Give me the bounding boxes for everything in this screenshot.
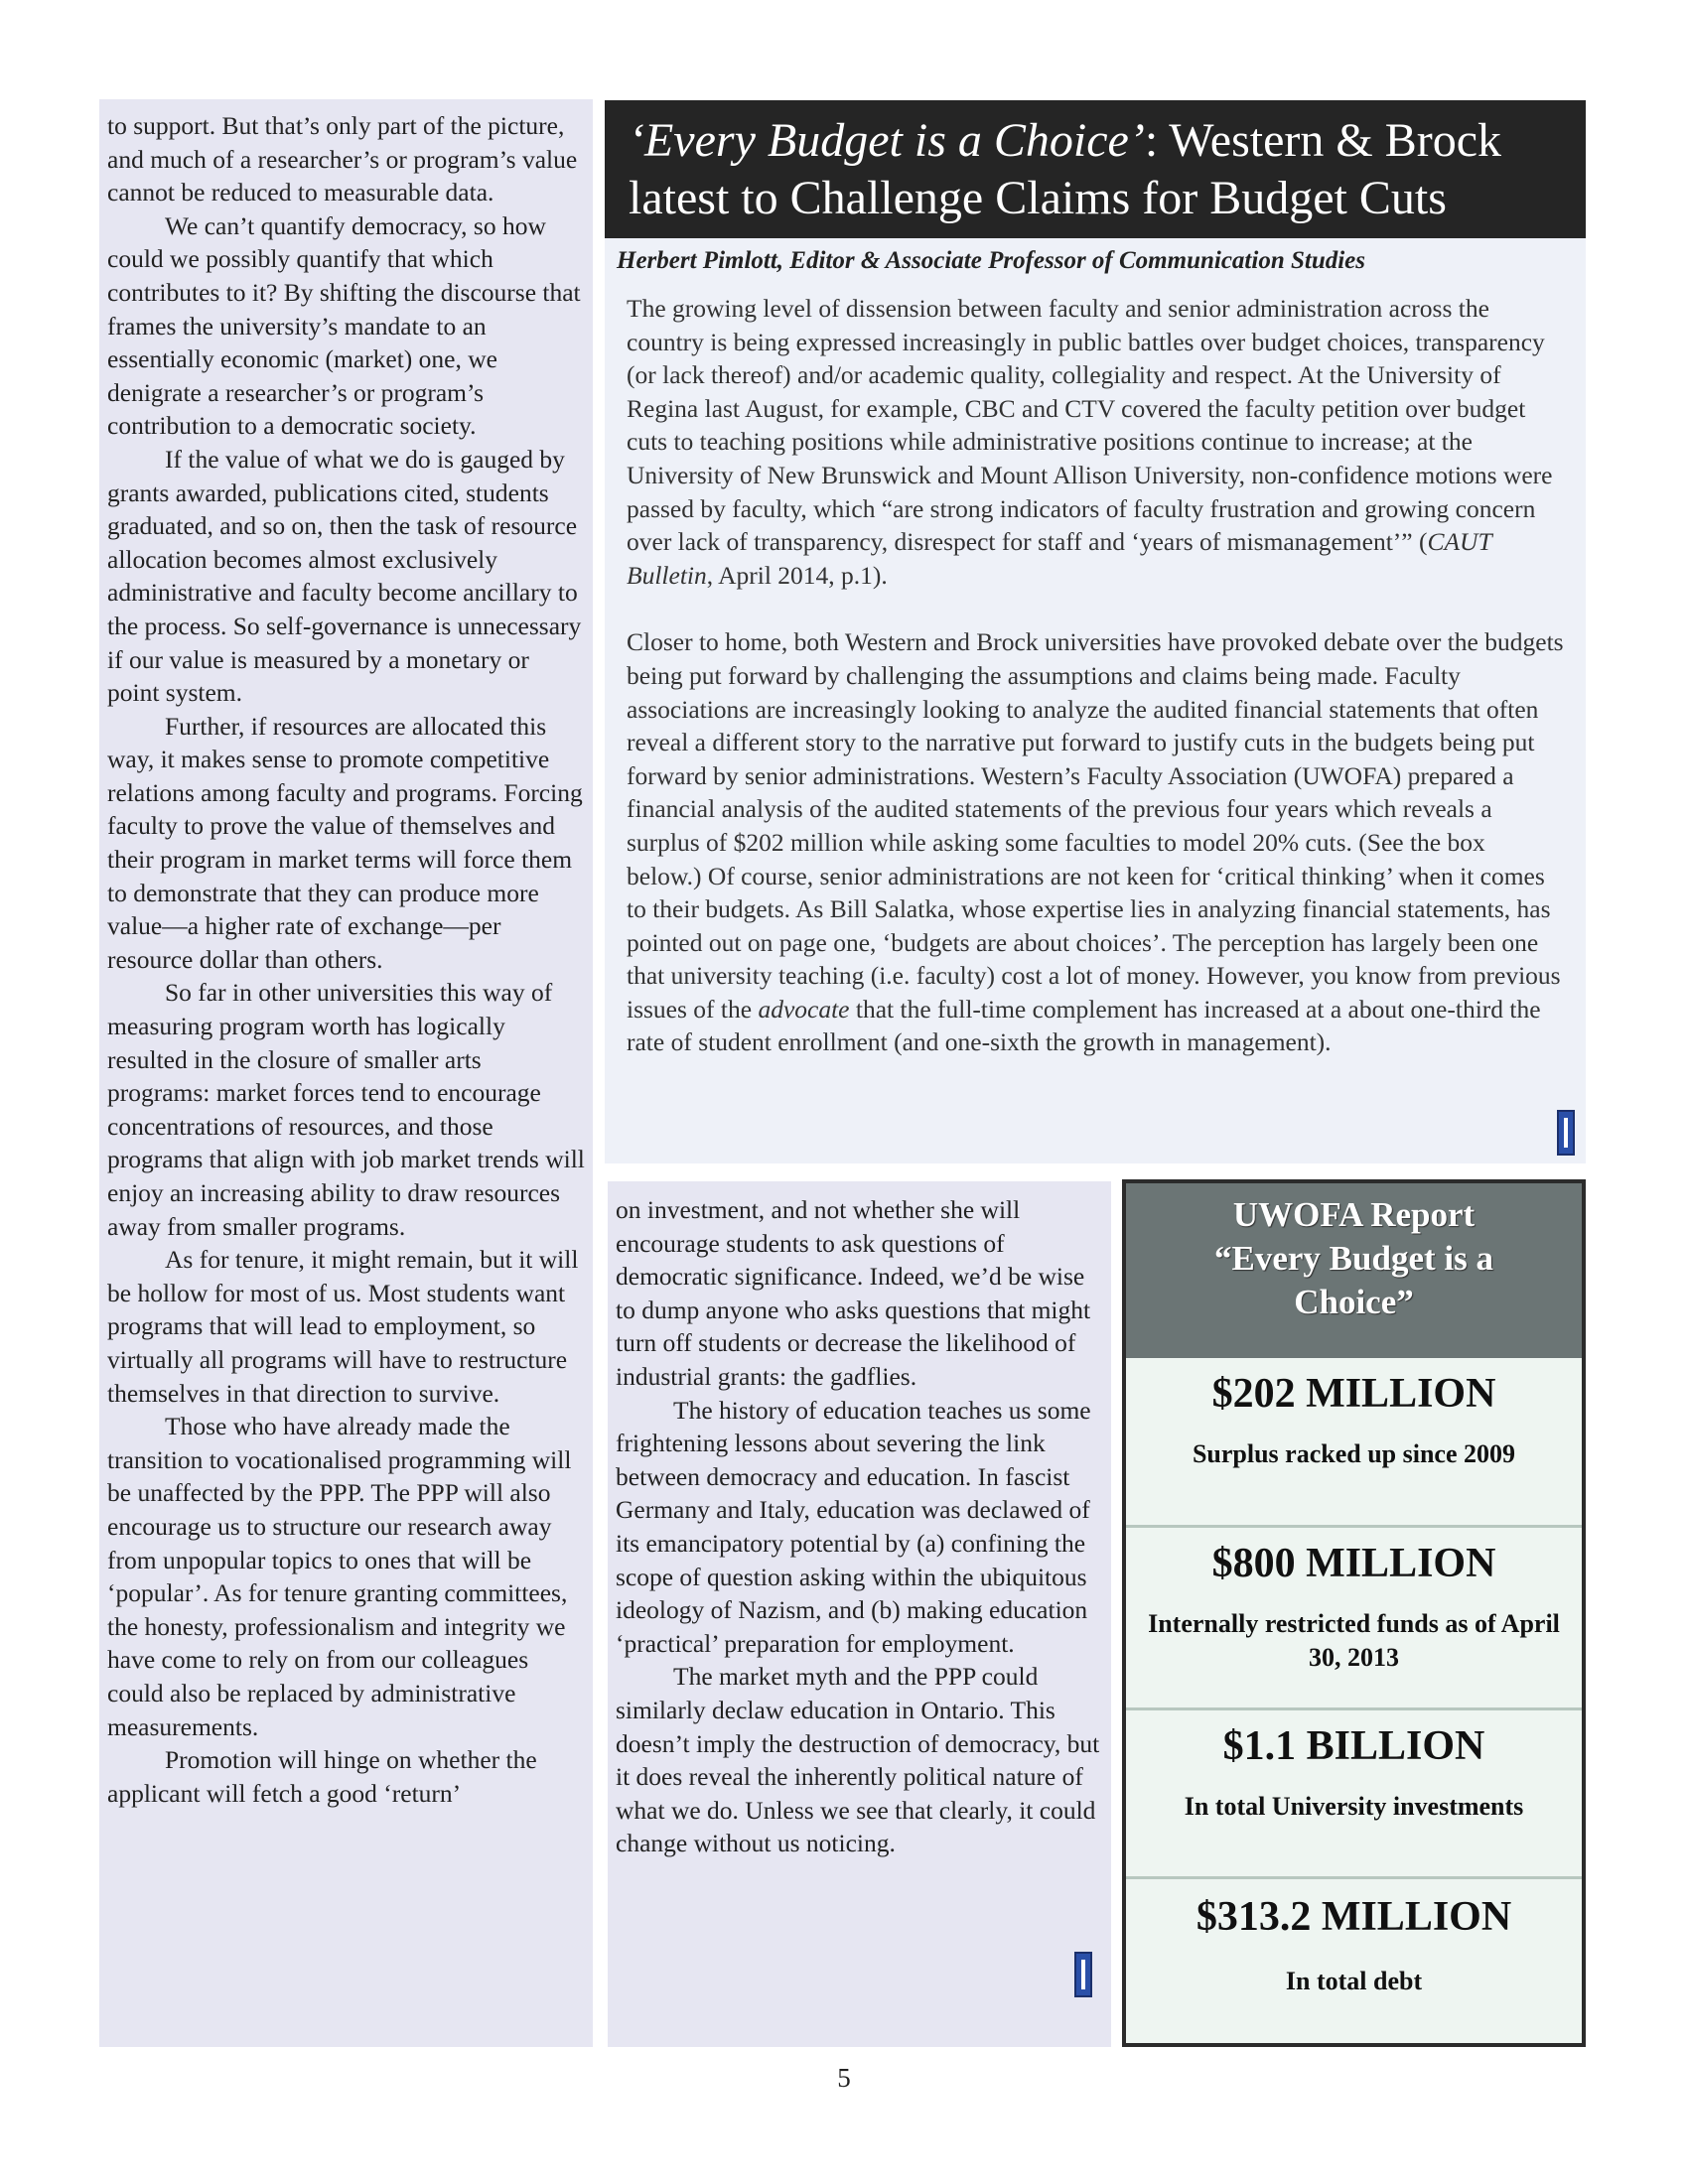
article-text: The growing level of dissension between faculty and senior administration across the country is being expressed increasingly in public battles over budget choices, transparency (or lack thereof) and/or academic quality, collegiality and respect. At the University of Regina last August, for example, CBC and CTV covered the faculty petition over budget cuts to teaching positions while administrative positions continue to increase; at the University of New Brunswick and Mount Allison University, non-confidence motions were passed by faculty, which “are strong indicators of faculty frustration and growing concern over lack of transparency, disrespect for staff and ‘years of mismanagement’” ( bbox=[627, 294, 1553, 557]
report-title-line: “Every Budget is a Choice” bbox=[1214, 1239, 1493, 1321]
left-paragraph: We can’t quantify democracy, so how could we possibly quantify that which contributes to it? By shifting the discourse that frames the university’s mandate to an essentially economic (market) one, we denigrate a researcher’s or program’s contribution to a democratic society. bbox=[107, 210, 581, 441]
headline-rest: : Western & Brock latest to Challenge Claims for Budget Cuts bbox=[629, 114, 1502, 224]
left-column bbox=[99, 99, 593, 2047]
left-paragraph: Further, if resources are allocated this way, it makes sense to promote competitive relations among faculty and programs. Forcing faculty to prove the value of themselves and their program in market terms will force them to demonstrate that they can produce more value—a higher rate of exchange—per resource dollar than others. bbox=[107, 711, 583, 974]
byline: Herbert Pimlott, Editor & Associate Professor of Communication Studies bbox=[617, 247, 1365, 274]
article-headline bbox=[605, 100, 1586, 238]
article-paragraph bbox=[627, 625, 1564, 1059]
report-title bbox=[1126, 1183, 1582, 1358]
column-end-mark-icon bbox=[1074, 1952, 1092, 1997]
left-paragraph: So far in other universities this way of measuring program worth has logically resulted in the closure of smaller arts programs: market forces tend to encourage concentrations of resources, and those programs that align with job market trends will enjoy an increasing ability to draw resources away from smaller programs. bbox=[107, 978, 585, 1241]
left-paragraph: Promotion will hinge on whether the applicant will fetch a good ‘return’ bbox=[107, 1745, 537, 1808]
report-stat bbox=[1126, 1876, 1582, 2041]
stat-description: In total debt bbox=[1285, 1967, 1423, 1995]
left-paragraph: As for tenure, it might remain, but it will be hollow for most of us. Most students want programs that will lead to employment, so virtually all programs will have to restructure themselves in that direction to survive. bbox=[107, 1245, 579, 1408]
left-paragraph: Those who have already made the transition to vocationalised programming will be unaffected by the PPP. The PPP will also encourage us to structure our research away from unpopular topics to ones that will be ‘popular’. As for tenure granting committees, the honesty, professionalism and integrity we have come to rely on from our colleagues could also be replaced by administrative measurements. bbox=[107, 1412, 572, 1741]
stat-amount: $800 MILLION bbox=[1211, 1541, 1496, 1586]
middle-column bbox=[608, 1181, 1111, 2047]
report-stat bbox=[1126, 1707, 1582, 1876]
article-text: , April 2014, p.1). bbox=[706, 560, 888, 590]
stat-description: In total University investments bbox=[1184, 1792, 1524, 1821]
stat-amount: $1.1 BILLION bbox=[1222, 1723, 1485, 1769]
citation: CAUT Bulletin bbox=[627, 527, 1492, 590]
article-body bbox=[605, 238, 1586, 1163]
stat-amount: $313.2 MILLION bbox=[1196, 1894, 1512, 1940]
middle-paragraph: The market myth and the PPP could similarly declaw education in Ontario. This doesn’t imply the destruction of democracy, but it does reveal the inherently political nature of what we do. Unless we see that clearly, it could change without us noticing. bbox=[616, 1662, 1100, 1858]
middle-paragraph: on investment, and not whether she will encourage students to ask questions of democratic significance. Indeed, we’d be wise to dump anyone who asks questions that might turn off students or decrease the likelihood of industrial grants: the gadflies. bbox=[616, 1195, 1091, 1391]
article-text: Closer to home, both Western and Brock universities have provoked debate over the budgets being put forward by challenging the assumptions and claims being made. Faculty associations are increasingly looking to analyze the audited financial statements that often reveal a different story to the narrative put forward to justify cuts in the budgets being put forward by senior administrations. Western’s Faculty Association (UWOFA) prepared a financial analysis of the audited statements of the previous four years which reveals a surplus of $202 million while asking some faculties to model 20% cuts. (See the box below.) Of course, senior administrations are not keen for ‘critical thinking’ when it comes to their budgets. As Bill Salatka, whose expertise lies in analyzing financial statements, has pointed out on page one, ‘budgets are about choices’. The perception has largely been one that university teaching (i.e. faculty) cost a lot of money. However, you know from previous issues of the bbox=[627, 627, 1564, 1024]
report-stat bbox=[1126, 1525, 1582, 1707]
article-text: that the full-time complement has increased at a about one-third the rate of student enrollment (and one-sixth the growth in management). bbox=[627, 994, 1541, 1057]
publication-name: advocate bbox=[758, 994, 850, 1024]
stat-description: Surplus racked up since 2009 bbox=[1192, 1439, 1516, 1468]
article-paragraph bbox=[627, 292, 1564, 592]
page-number: 5 bbox=[837, 2063, 851, 2093]
left-paragraph: If the value of what we do is gauged by grants awarded, publications cited, students graduated, and so on, then the task of resource allocation becomes almost exclusively administrative and faculty become ancillary to the process. So self-governance is unnecessary if our value is measured by a monetary or point system. bbox=[107, 444, 582, 708]
left-paragraph: to support. But that’s only part of the picture, and much of a researcher’s or program’s value cannot be reduced to measurable data. bbox=[107, 111, 578, 207]
headline-quote: ‘Every Budget is a Choice’ bbox=[629, 114, 1145, 167]
report-stat bbox=[1126, 1358, 1582, 1525]
stat-description: Internally restricted funds as of April 30, 2013 bbox=[1148, 1609, 1560, 1672]
article-end-mark-icon bbox=[1557, 1110, 1575, 1156]
stat-amount: $202 MILLION bbox=[1211, 1371, 1496, 1417]
middle-paragraph: The history of education teaches us some frightening lessons about severing the link between democracy and education. In fascist Germany and Italy, education was declawed of its emancipatory potential by (a) confining the scope of question asking within the ubiquitous ideology of Nazism, and (b) making education ‘practical’ preparation for employment. bbox=[616, 1395, 1091, 1658]
uwofa-report-box bbox=[1122, 1179, 1586, 2047]
report-title-line: UWOFA Report bbox=[1232, 1195, 1476, 1234]
